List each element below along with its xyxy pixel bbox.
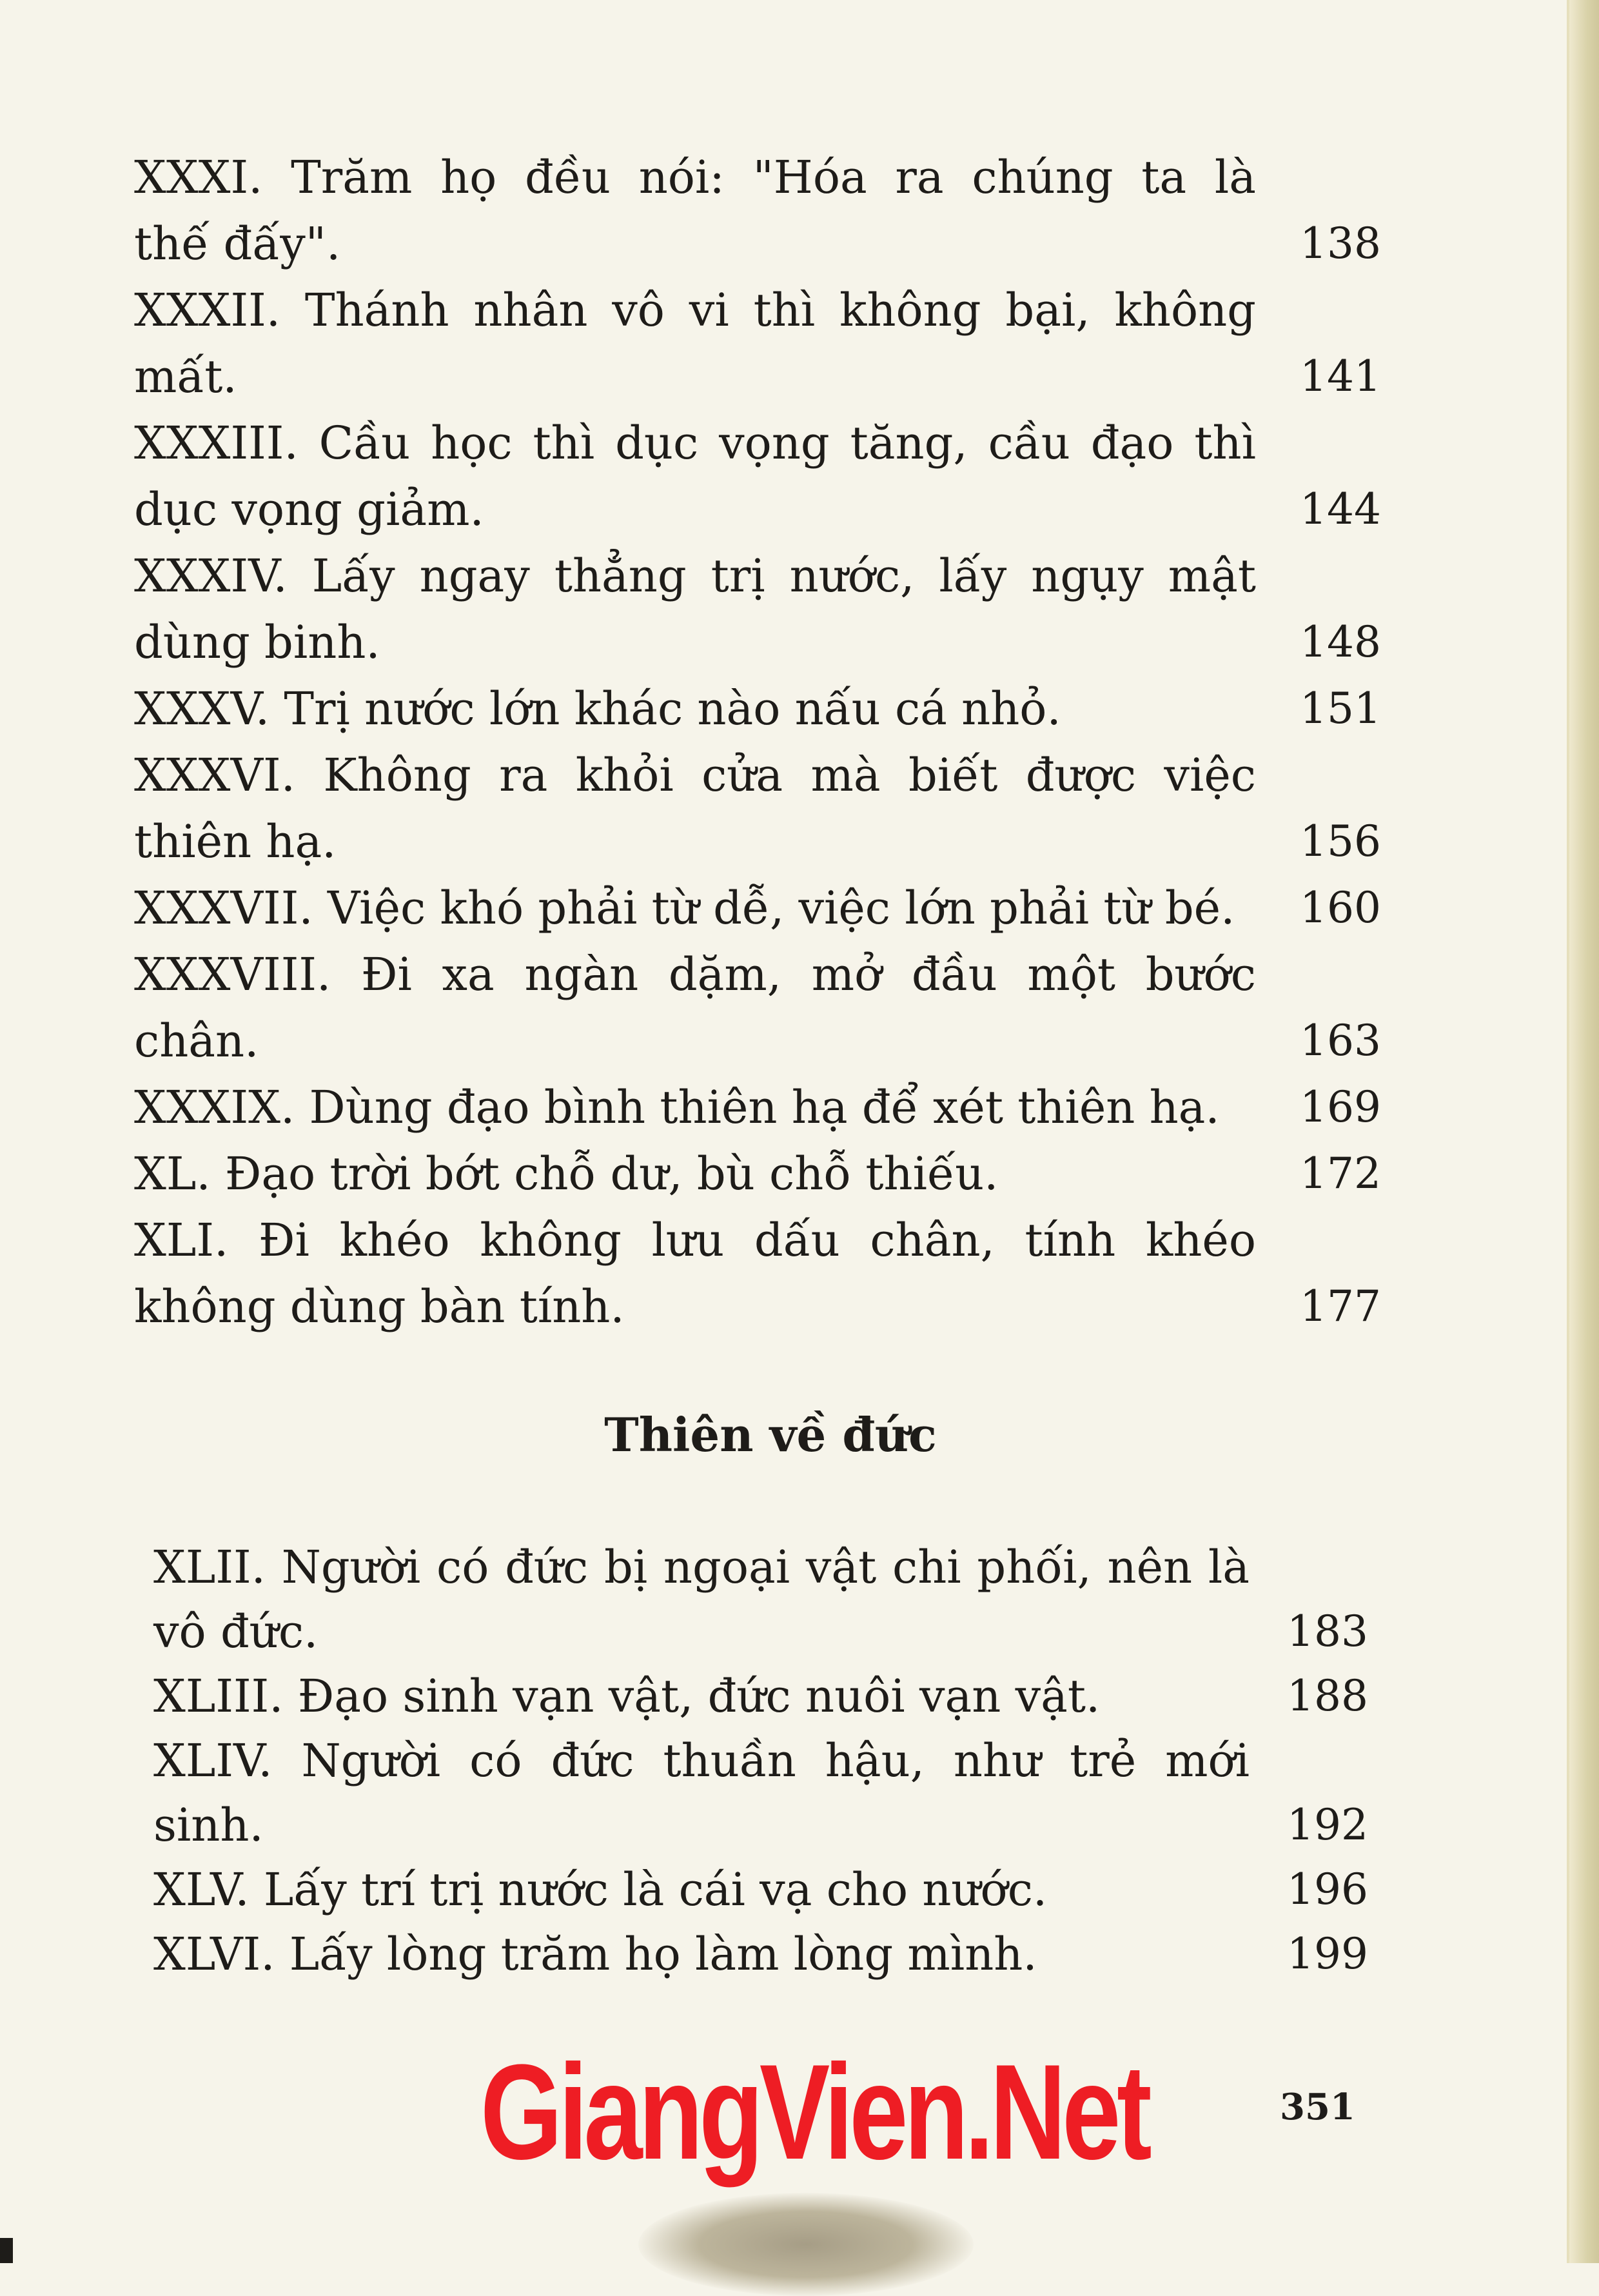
page-number: 351 bbox=[1280, 2086, 1355, 2128]
toc-page-number: 163 bbox=[1300, 1016, 1381, 1065]
toc-entry-line: XLVI. Lấy lòng trăm họ làm lòng mình. bbox=[153, 1928, 1037, 1981]
thumb-shadow bbox=[638, 2193, 974, 2296]
toc-entry-line: XLIII. Đạo sinh vạn vật, đức nuôi vạn vật. bbox=[153, 1670, 1101, 1723]
toc-entry-line: chân. bbox=[134, 1014, 259, 1067]
toc-entry-line: mất. bbox=[134, 350, 237, 403]
toc-page-number: 144 bbox=[1300, 484, 1381, 534]
toc-page-number: 199 bbox=[1287, 1929, 1368, 1979]
toc-entry-line: XLIV. Người có đức thuần hậu, như trẻ mới bbox=[153, 1734, 1250, 1787]
toc-entry-line: thiên hạ. bbox=[134, 815, 337, 868]
toc-entry-line: XLI. Đi khéo không lưu dấu chân, tính khéo bbox=[134, 1214, 1256, 1267]
toc-page-number: 141 bbox=[1300, 351, 1381, 401]
corner-mark bbox=[0, 2238, 13, 2263]
toc-entry-line: không dùng bàn tính. bbox=[134, 1280, 625, 1333]
toc-page-number: 160 bbox=[1300, 883, 1381, 933]
toc-page-number: 192 bbox=[1287, 1800, 1368, 1850]
toc-entry-line: XLII. Người có đức bị ngoại vật chi phối, nên là bbox=[153, 1541, 1250, 1594]
toc-entry-line: thế đấy". bbox=[134, 217, 341, 270]
toc-entry-line: XXXVIII. Đi xa ngàn dặm, mở đầu một bước bbox=[134, 948, 1256, 1001]
toc-entry-line: XLV. Lấy trí trị nước là cái vạ cho nước. bbox=[153, 1863, 1048, 1916]
toc-page-number: 183 bbox=[1287, 1607, 1368, 1656]
toc-entry-line: XXXII. Thánh nhân vô vi thì không bại, không bbox=[134, 284, 1256, 337]
toc-page-number: 151 bbox=[1300, 684, 1381, 733]
toc-entry-line: XXXI. Trăm họ đều nói: "Hóa ra chúng ta là bbox=[134, 151, 1256, 204]
toc-page-number: 148 bbox=[1300, 617, 1381, 667]
toc-entry-line: XXXIII. Cầu học thì dục vọng tăng, cầu đạo thì bbox=[134, 417, 1256, 470]
toc-entry-line: XXXIX. Dùng đạo bình thiên hạ để xét thiên hạ. bbox=[134, 1081, 1220, 1134]
toc-page-number: 138 bbox=[1300, 219, 1381, 268]
toc-page-number: 172 bbox=[1300, 1149, 1381, 1198]
toc-entry-line: sinh. bbox=[153, 1799, 264, 1852]
watermark-logo: GiangVien.Net bbox=[480, 2036, 1148, 2188]
toc-entry-line: XXXV. Trị nước lớn khác nào nấu cá nhỏ. bbox=[134, 682, 1061, 735]
toc-entry-line: XXXIV. Lấy ngay thẳng trị nước, lấy ngụy mật bbox=[134, 549, 1256, 602]
toc-page-number: 177 bbox=[1300, 1282, 1381, 1331]
toc-entry-line: XL. Đạo trời bớt chỗ dư, bù chỗ thiếu. bbox=[134, 1147, 999, 1200]
toc-entry-line: XXXVII. Việc khó phải từ dễ, việc lớn phải từ bé. bbox=[134, 882, 1235, 935]
toc-page-number: 196 bbox=[1287, 1865, 1368, 1914]
toc-entry-line: vô đức. bbox=[153, 1605, 319, 1658]
toc-page-number: 169 bbox=[1300, 1082, 1381, 1132]
toc-entry-line: dục vọng giảm. bbox=[134, 483, 484, 536]
toc-entry-line: dùng binh. bbox=[134, 616, 380, 669]
toc-entry-line: XXXVI. Không ra khỏi cửa mà biết được việc bbox=[134, 749, 1256, 802]
toc-page-number: 156 bbox=[1300, 816, 1381, 866]
toc-page-number: 188 bbox=[1287, 1671, 1368, 1721]
section-heading: Thiên về đức bbox=[604, 1407, 937, 1462]
